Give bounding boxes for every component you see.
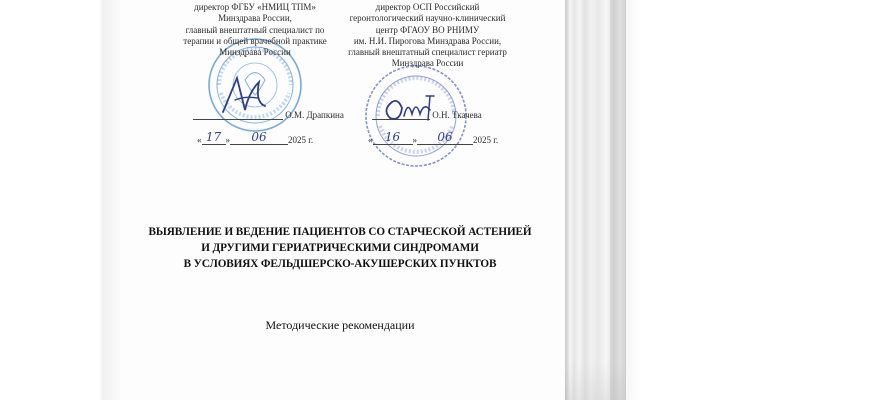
left-signatory-line: Минздрава России, bbox=[218, 13, 292, 24]
right-signatory-line: центр ФГАОУ ВО РНИМУ bbox=[375, 24, 480, 35]
left-date-day: 17 bbox=[205, 130, 222, 144]
left-date-month: 06 bbox=[251, 130, 267, 144]
right-date-line: « 16 » 06 2025 г. bbox=[368, 130, 499, 145]
left-signatory-line: главный внештатный специалист по bbox=[185, 24, 325, 35]
document-subtitle: Методические рекомендации bbox=[265, 318, 415, 332]
document-title-line: И ДРУГИМИ ГЕРИАТРИЧЕСКИМИ СИНДРОМАМИ bbox=[201, 242, 479, 254]
right-signatory-line: геронтологический научно-клинический bbox=[349, 13, 506, 24]
right-signatory-line: главный внештатный специалист гериатр bbox=[348, 47, 507, 58]
left-signatory-block bbox=[170, 2, 340, 58]
right-name-line bbox=[372, 110, 482, 120]
right-date-month: 06 bbox=[437, 130, 453, 144]
left-date-line: « 17 » 06 2025 г. bbox=[197, 130, 314, 145]
book-shadow bbox=[610, 0, 640, 400]
document-title bbox=[140, 224, 540, 272]
right-signatory-line: Минздрава России bbox=[391, 58, 464, 69]
right-signatory-line: им. Н.И. Пирогова Минздрава России, bbox=[353, 35, 502, 46]
left-signatory-line: директор ФГБУ «НМИЦ ТПМ» bbox=[194, 2, 316, 12]
right-date-day: 16 bbox=[384, 130, 401, 144]
right-signatory-block bbox=[335, 2, 520, 70]
left-signatory-name: О.М. Драпкина bbox=[285, 110, 344, 120]
right-signatory-line: директор ОСП Российский bbox=[375, 2, 480, 12]
left-signatory-line: Минздрава России bbox=[219, 47, 291, 58]
right-signatory-name: О.Н. Ткачева bbox=[432, 110, 482, 120]
document-title-line: ВЫЯВЛЕНИЕ И ВЕДЕНИЕ ПАЦИЕНТОВ СО СТАРЧЕСКОЙ АСТЕНИЕЙ bbox=[148, 226, 532, 238]
left-name-line bbox=[193, 110, 344, 120]
document-title-line: В УСЛОВИЯХ ФЕЛЬДШЕРСКО-АКУШЕРСКИХ ПУНКТОВ bbox=[183, 258, 497, 270]
left-signatory-line: терапии и общей врачебной практике bbox=[183, 35, 327, 46]
